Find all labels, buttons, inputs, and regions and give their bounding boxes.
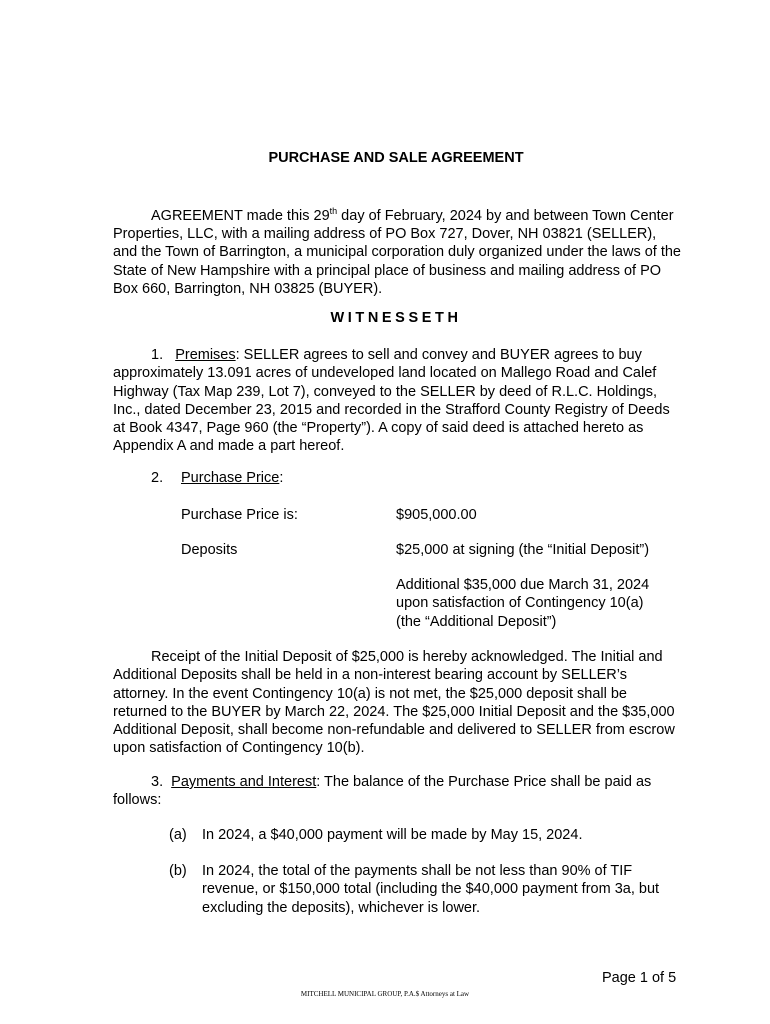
list-item-label: (a) — [169, 827, 187, 843]
list-item-text: In 2024, the total of the payments shall be not less than 90% of TIF revenue, or $150,000 total (including the $40,000 payment from 3a, but excluding the deposits), whichever is lower. — [202, 863, 660, 916]
deposit-additional-line3: (the “Additional Deposit”) — [396, 613, 557, 630]
deposit-initial: $25,000 at signing (the “Initial Deposit”) — [396, 542, 650, 558]
deposits-label: Deposits — [181, 542, 238, 558]
section-2-heading-line — [151, 470, 283, 486]
section-3-paragraph — [113, 773, 683, 810]
page-number: Page 1 of 5 — [602, 970, 677, 986]
document-title: PURCHASE AND SALE AGREEMENT — [268, 150, 524, 166]
receipt-paragraph — [113, 648, 683, 758]
footer-firm-name: MITCHELL MUNICIPAL GROUP, P.A.$ Attorneys at Law — [300, 990, 470, 998]
witnesseth-heading: WITNESSETH — [330, 310, 462, 326]
intro-text-part2: day of February, 2024 by and between Town Center Properties, LLC, with a mailing address of PO Box 727, Dover, NH 03821 (SELLER), and the Town of Barrington, a municipal corporation duly organized under the laws of the State of New Hampshire with a principal place of business and mailing address of PO Box 660, Barrington, NH 03825 (BUYER). — [113, 207, 681, 298]
section-3-number: 3. — [151, 774, 164, 790]
section-1-heading: Premises — [175, 347, 236, 363]
deposit-additional-line1: Additional $35,000 due March 31, 2024 — [396, 577, 650, 593]
price-label: Purchase Price is: — [181, 507, 298, 523]
list-item-label: (b) — [169, 863, 187, 879]
section-1-paragraph — [113, 346, 683, 456]
deposit-additional — [396, 576, 686, 631]
section-1-number: 1. — [151, 347, 164, 363]
intro-superscript: th — [329, 206, 338, 216]
section-2-colon: : — [279, 470, 284, 486]
intro-text-part1: AGREEMENT made this 29 — [151, 207, 330, 224]
price-value: $905,000.00 — [396, 507, 477, 523]
section-2-heading: Purchase Price — [181, 470, 280, 486]
intro-paragraph — [113, 202, 683, 298]
section-2-number: 2. — [151, 470, 164, 486]
list-item — [169, 862, 689, 917]
section-1-text: : SELLER agrees to sell and convey and BUYER agrees to buy approximately 13.091 acres of undeveloped land located on Mallego Road and Calef Highway (Tax Map 239, Lot 7), conveyed to the SELLER by deed of R.L.C. Holdings, Inc., dated December 23, 2015 and recorded in the Strafford County Registry of Deeds at Book 4347, Page 960 (the “Property”). A copy of said deed is attached hereto as Appendix A and made a part hereof. — [113, 347, 670, 455]
receipt-text: Receipt of the Initial Deposit of $25,000 is hereby acknowledged. The Initial and Additional Deposits shall be held in a non-interest bearing account by SELLER’s attorney. In the event Contingency 10(a) is not met, the $25,000 deposit shall be returned to the BUYER by March 22, 2024. The $25,000 Initial Deposit and the $35,000 Additional Deposit, shall become non-refundable and delivered to SELLER from escrow upon satisfaction of Contingency 10(b). — [113, 649, 675, 757]
deposit-additional-line2: upon satisfaction of Contingency 10(a) — [396, 595, 644, 612]
section-3-heading: Payments and Interest — [171, 774, 317, 790]
list-item-text: In 2024, a $40,000 payment will be made by May 15, 2024. — [202, 827, 583, 843]
section-3-text: : The balance of the Purchase Price shall be paid as follows: — [113, 774, 652, 809]
list-item — [169, 826, 689, 844]
